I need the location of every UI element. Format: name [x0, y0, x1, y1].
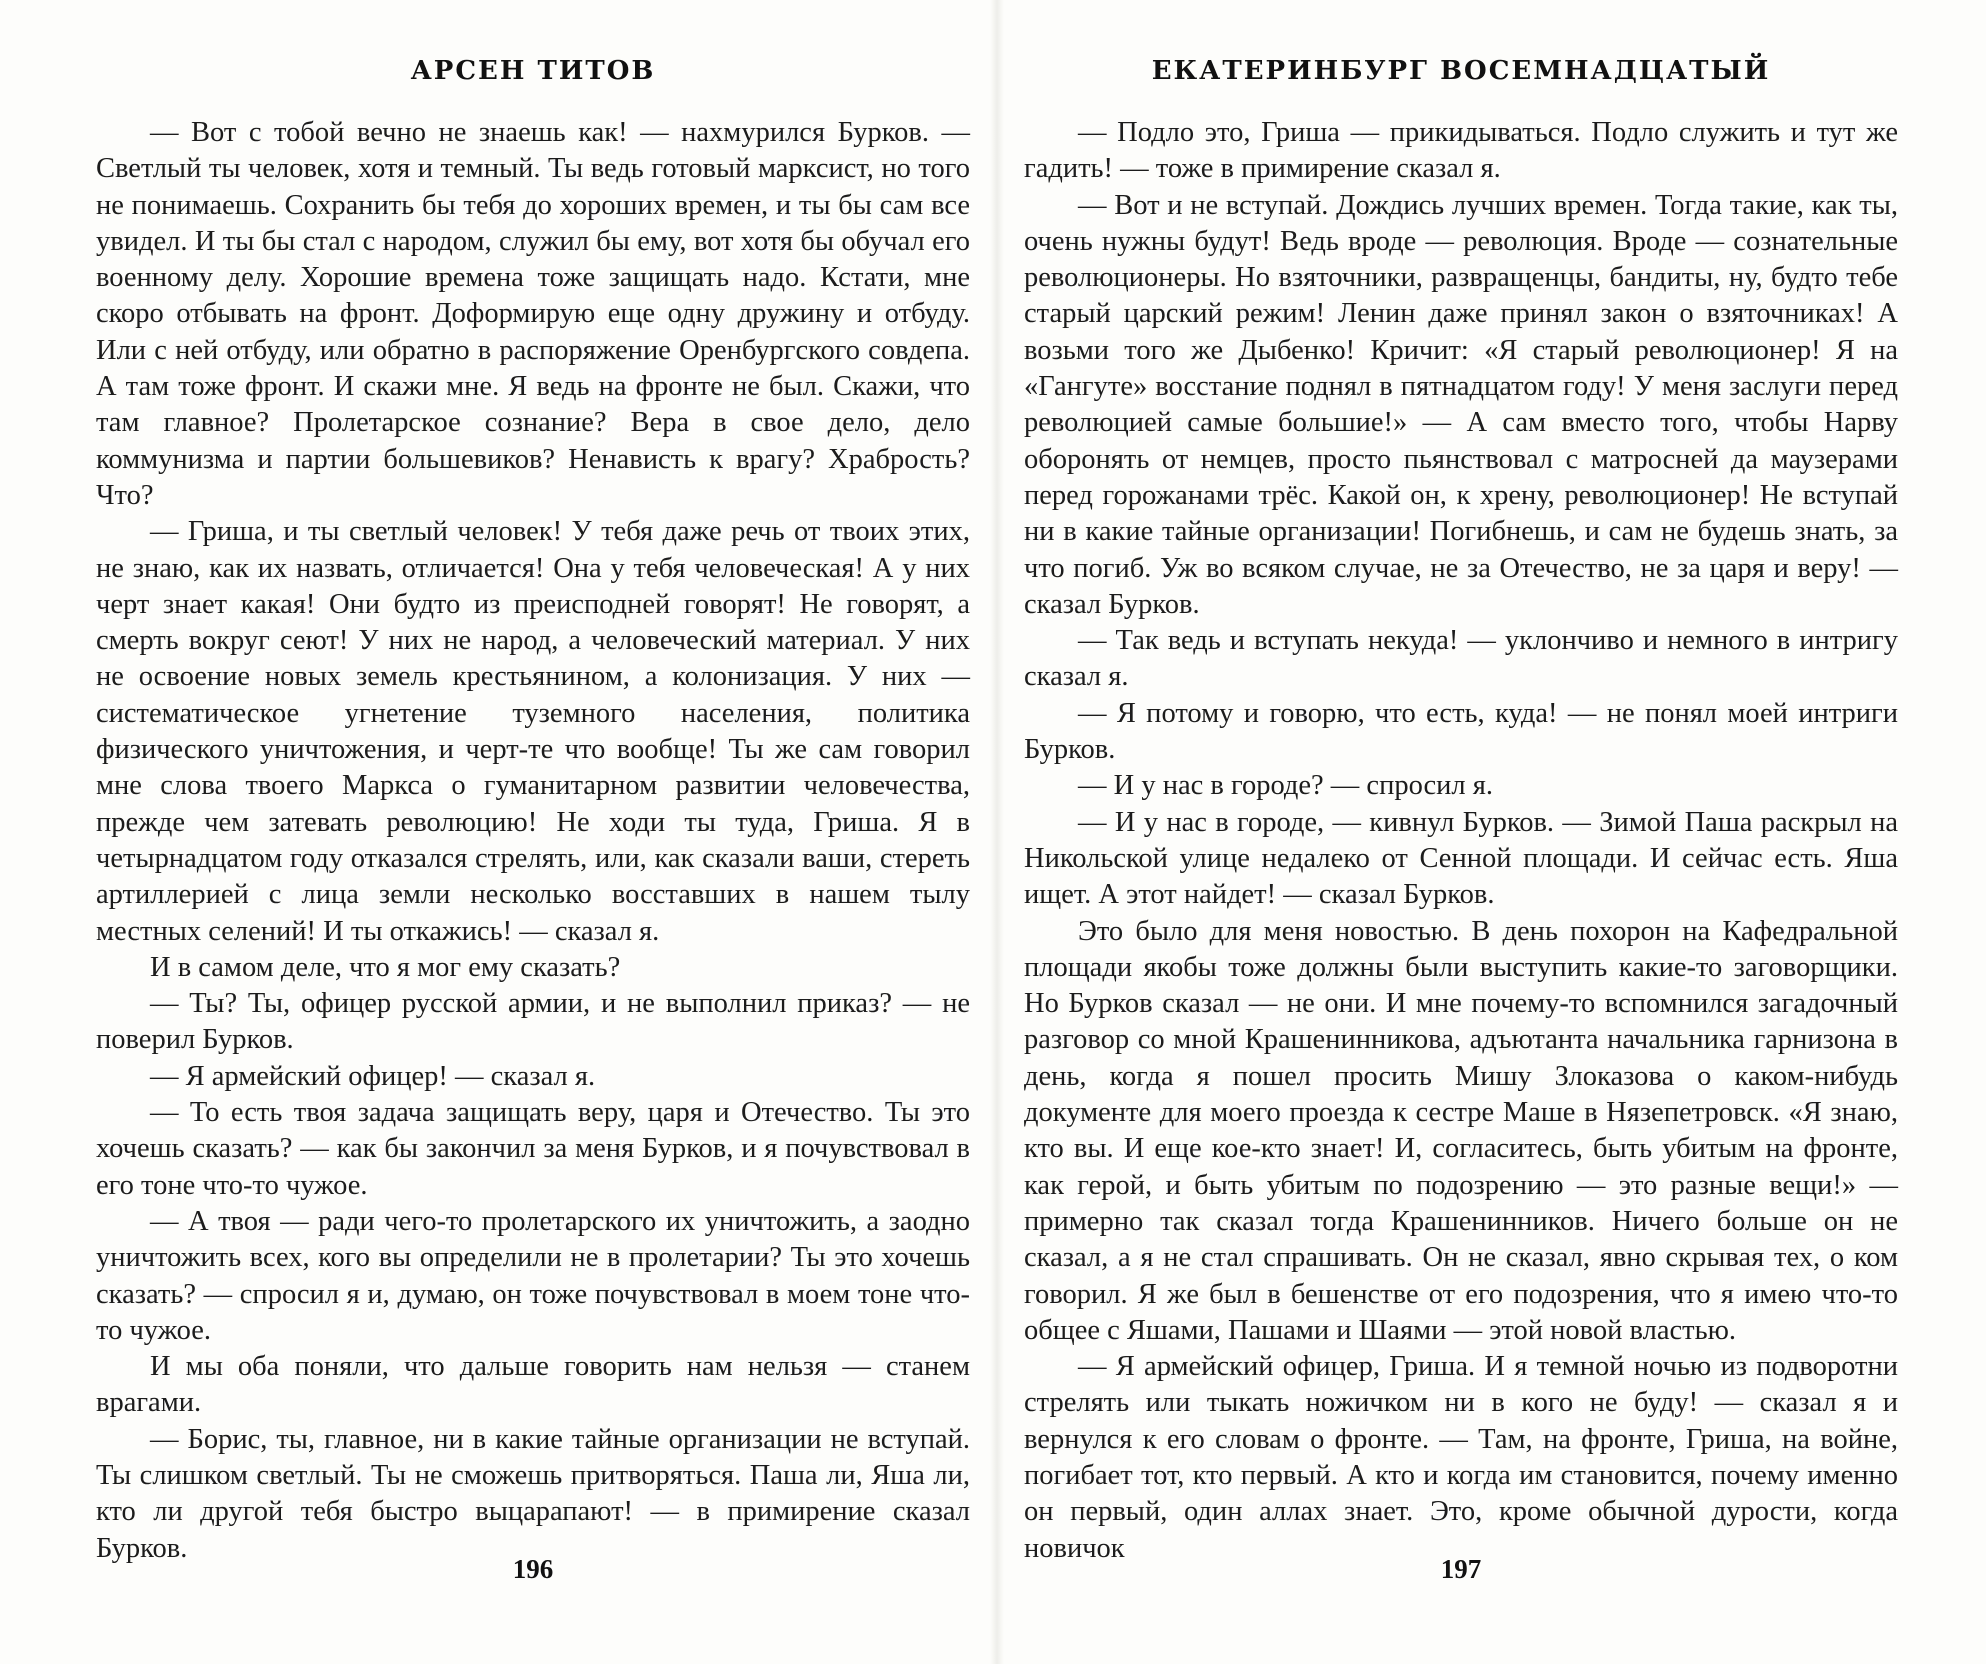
- left-running-head: АРСЕН ТИТОВ: [410, 56, 656, 86]
- right-body-text: [1024, 115, 1898, 1567]
- paragraph: — Я потому и говорю, что есть, куда! — не понял моей интриги Бурков.: [1024, 697, 1898, 766]
- paragraph: — Гриша, и ты светлый человек! У тебя даже речь от твоих этих, не знаю, как их назвать, отличается! Она у тебя человеческая! А у них черт знает какая! Они будто из преисподней говорят! Не говорят, а смерть вокруг сеют! У них не народ, а человеческий материал. У них не освоение новых земель крестьянином, а колонизация. У них — систематическое угнетение туземного населения, политика физического уничтожения, и черт-те что вообще! Ты же сам говорил мне слова твоего Маркса о гуманитарном развитии человечества, прежде чем затевать революцию! Не ходи ты туда, Гриша. Я в четырнадцатом году отказался стрелять, или, как сказали ваши, стереть артиллерией с лица земли несколько восставших в нашем тылу местных селений! И ты откажись! — сказал я.: [96, 516, 970, 947]
- paragraph: — Подло это, Гриша — прикидываться. Подло служить и тут же гадить! — тоже в примирение сказал я.: [1024, 117, 1898, 185]
- paragraph: — Ты? Ты, офицер русской армии, и не выполнил приказ? — не поверил Бурков.: [96, 988, 970, 1056]
- paragraph: — Я армейский офицер, Гриша. И я темной ночью из подворотни стрелять или тыкать ножичком ни в кого не буду! — сказал я и вернулся к его словам о фронте. — Там, на фронте, Гриша, на войне, погибает тот, кто первый. А кто и когда им становится, почему именно он первый, один аллах знает. Это, кроме обычной дурости, когда новичок: [1024, 1351, 1898, 1564]
- book-gutter: [990, 0, 1004, 1664]
- paragraph: — То есть твоя задача защищать веру, царя и Отечество. Ты это хочешь сказать? — как бы закончил за меня Бурков, и я почувствовал в его тоне что-то чужое.: [96, 1097, 970, 1201]
- paragraph: И в самом деле, что я мог ему сказать?: [150, 951, 621, 983]
- right-page-number: 197: [1440, 1554, 1482, 1584]
- left-page: [96, 0, 970, 1664]
- left-page-number: 196: [512, 1554, 554, 1584]
- left-body-text: [96, 115, 970, 1567]
- right-page: [1024, 0, 1898, 1664]
- paragraph: — Борис, ты, главное, ни в какие тайные организации не вступай. Ты слишком светлый. Ты не сможешь притворяться. Паша ли, Яша ли, кто ли другой тебя быстро выцарапают! — в примирение сказал Бурков.: [96, 1423, 970, 1564]
- paragraph: — А твоя — ради чего-то пролетарского их уничтожить, а заодно уничтожить всех, кого вы определили не в пролетарии? Ты это хочешь сказать? — спросил я и, думаю, он тоже почувствовал в моем тоне что-то чужое.: [96, 1205, 970, 1346]
- paragraph: — Так ведь и вступать некуда! — уклончиво и немного в интригу сказал я.: [1024, 625, 1898, 693]
- paragraph: — И у нас в городе, — кивнул Бурков. — Зимой Паша раскрыл на Никольской улице недалеко от Сенной площади. И сейчас есть. Яша ищет. А этот найдет! — сказал Бурков.: [1024, 806, 1898, 911]
- paragraph: И мы оба поняли, что дальше говорить нам нельзя — станем врагами.: [96, 1351, 970, 1419]
- paragraph: — Вот с тобой вечно не знаешь как! — нахмурился Бурков. — Светлый ты человек, хотя и темный. Ты ведь готовый марксист, но того не понимаешь. Сохранить бы тебя до хороших времен, и ты бы сам все увидел. И ты бы стал с народом, служил бы ему, вот хотя бы обучал его военному делу. Хорошие времена тоже защищать надо. Кстати, мне скоро отбывать на фронт. Доформирую еще одну дружину и отбуду. Или с ней отбуду, или обратно в распоряжение Оренбургского совдепа. А там тоже фронт. И скажи мне. Я ведь на фронте не был. Скажи, что там главное? Пролетарское сознание? Вера в свое дело, дело коммунизма и партии большевиков? Ненависть к врагу? Храбрость? Что?: [96, 117, 970, 511]
- paragraph: — И у нас в городе? — спросил я.: [1078, 770, 1494, 802]
- right-running-head: ЕКАТЕРИНБУРГ ВОСЕМНАДЦАТЫЙ: [1151, 56, 1771, 86]
- paragraph: — Я армейский офицер! — сказал я.: [150, 1060, 596, 1092]
- paragraph: Это было для меня новостью. В день похорон на Кафедральной площади якобы тоже должны были выступить какие-то заговорщики. Но Бурков сказал — не они. И мне почему-то вспомнился загадочный разговор со мной Крашенинникова, адъютанта начальника гарнизона в день, когда я пошел просить Мишу Злоказова о каком-нибудь документе для моего проезда к сестре Маше в Нязепетровск. «Я знаю, кто вы. И еще кое-кто знает! И, согласитесь, быть убитым на фронте, как герой, и быть убитым по подозрению — это разные вещи!» — примерно так сказал тогда Крашенинников. Ничего больше он не сказал, а я не стал спрашивать. Он не сказал, явно скрывая тех, о ком говорил. Я же был в бешенстве от его подозрения, что я имею что-то общее с Яшами, Пашами и Шаями — этой новой властью.: [1024, 915, 1898, 1346]
- paragraph: — Вот и не вступай. Дождись лучших времен. Тогда такие, как ты, очень нужны будут! Ведь вроде — революция. Вроде — сознательные революционеры. Но взяточники, развращенцы, бандиты, ну, будто тебе старый царский режим! Ленин даже принял закон о взяточниках! А возьми того же Дыбенко! Кричит: «Я старый революционер! Я на «Гангуте» восстание поднял в пятнадцатом году! У меня заслуги перед революцией самые большие!» — А сам вместо того, чтобы Нарву оборонять от немцев, просто пьянствовал с матросней да маузерами перед горожанами трёс. Какой он, к хрену, революционер! Не вступай ни в какие тайные организации! Погибнешь, и сам не будешь знать, за что погиб. Уж во всяком случае, не за Отечество, не за царя и веру! — сказал Бурков.: [1024, 189, 1898, 620]
